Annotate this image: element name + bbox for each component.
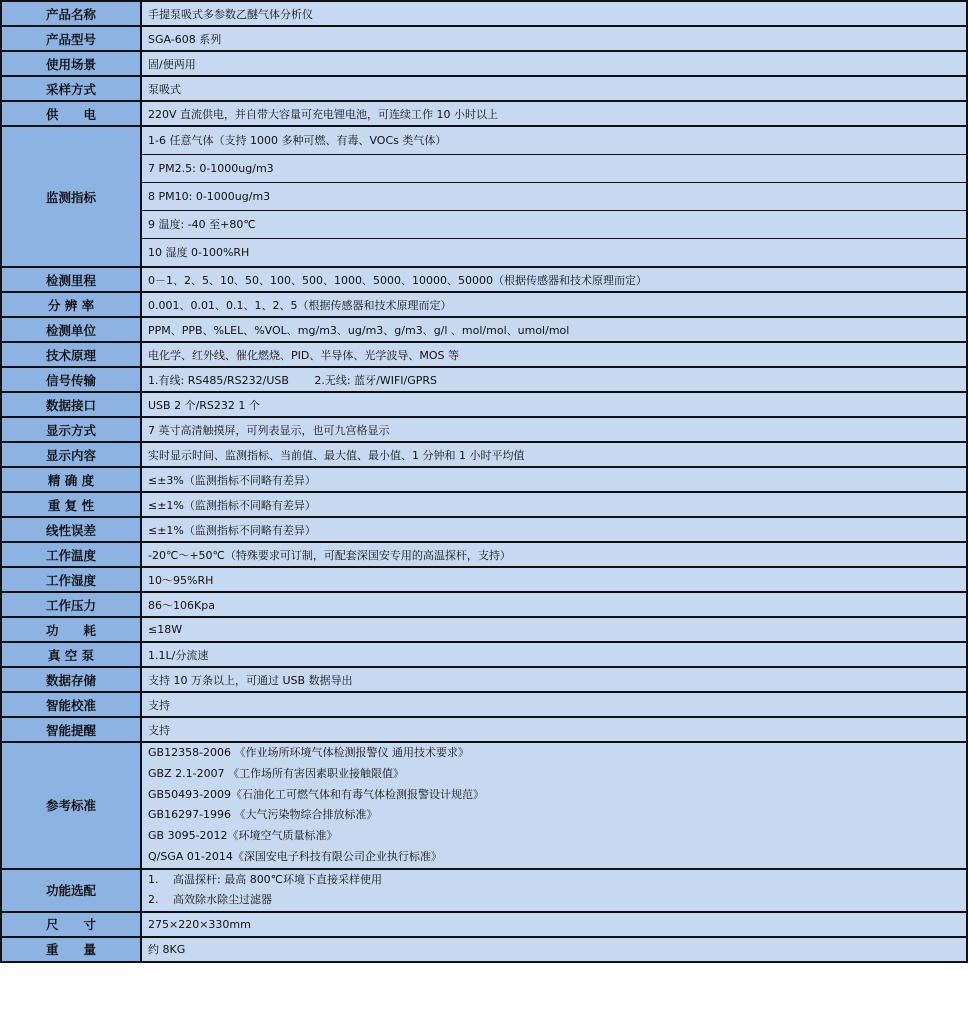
spec-label: 智能提醒 (1, 717, 141, 742)
spec-label: 供 电 (1, 101, 141, 126)
spec-value: 手提泵吸式多参数乙醚气体分析仪 (141, 1, 967, 26)
spec-value: 支持 (141, 717, 967, 742)
spec-value: 固/便两用 (141, 51, 967, 76)
spec-row (1, 101, 967, 126)
spec-label: 显示方式 (1, 417, 141, 442)
spec-row (1, 912, 967, 937)
spec-row (1, 692, 967, 717)
spec-label: 产品型号 (1, 26, 141, 51)
spec-label: 工作湿度 (1, 567, 141, 592)
spec-value: 1.有线: RS485/RS232/USB 2.无线: 蓝牙/WIFI/GPRS (141, 367, 967, 392)
spec-value: 泵吸式 (141, 76, 967, 101)
spec-row (1, 1, 967, 26)
spec-row (1, 392, 967, 417)
spec-label: 工作压力 (1, 592, 141, 617)
spec-row (1, 717, 967, 742)
spec-label: 技术原理 (1, 342, 141, 367)
spec-row (1, 517, 967, 542)
monitor-list (141, 126, 967, 267)
spec-value: 275×220×330mm (141, 912, 967, 937)
monitor-item: 8 PM10: 0-1000ug/m3 (142, 182, 966, 210)
spec-row (1, 617, 967, 642)
spec-row (1, 542, 967, 567)
spec-row (1, 317, 967, 342)
spec-value: 电化学、红外线、催化燃烧、PID、半导体、光学波导、MOS 等 (141, 342, 967, 367)
spec-label: 显示内容 (1, 442, 141, 467)
monitor-item: 10 湿度 0-100%RH (142, 238, 966, 266)
standards-item: GB 3095-2012《环境空气质量标准》 (148, 829, 338, 843)
spec-value: 0－1、2、5、10、50、100、500、1000、5000、10000、50000（根据传感器和技术原理而定） (141, 267, 967, 292)
spec-label: 监测指标 (1, 126, 141, 267)
spec-label: 检测单位 (1, 317, 141, 342)
spec-value: 7 英寸高清触摸屏，可列表显示，也可九宫格显示 (141, 417, 967, 442)
spec-value: ≤±1%（监测指标不同略有差异） (141, 517, 967, 542)
spec-row (1, 76, 967, 101)
monitor-row (1, 126, 967, 267)
spec-row (1, 592, 967, 617)
standards-item: GB16297-1996 《大气污染物综合排放标准》 (148, 808, 378, 822)
standards-item: GBZ 2.1-2007 《工作场所有害因素职业接触限值》 (148, 766, 405, 780)
spec-row (1, 51, 967, 76)
spec-value: ≤18W (141, 617, 967, 642)
monitor-item: 1-6 任意气体（支持 1000 多种可燃、有毒、VOCs 类气体） (148, 134, 447, 147)
spec-label: 数据存储 (1, 667, 141, 692)
spec-value: 支持 (141, 692, 967, 717)
spec-label: 尺 寸 (1, 912, 141, 937)
spec-label: 参考标准 (1, 742, 141, 869)
spec-row (1, 642, 967, 667)
spec-row (1, 292, 967, 317)
spec-value: 86～106Kpa (141, 592, 967, 617)
spec-value: PPM、PPB、%LEL、%VOL、mg/m3、ug/m3、g/m3、g/l 、mol/mol、umol/mol (141, 317, 967, 342)
spec-label: 重 量 (1, 937, 141, 962)
monitor-item: 9 温度: -40 至+80℃ (142, 210, 966, 238)
spec-label: 真 空 泵 (1, 642, 141, 667)
standards-item: Q/SGA 01-2014《深国安电子科技有限公司企业执行标准》 (148, 849, 442, 863)
spec-label: 线性误差 (1, 517, 141, 542)
spec-value: 0.001、0.01、0.1、1、2、5（根据传感器和技术原理而定） (141, 292, 967, 317)
monitor-item: 7 PM2.5: 0-1000ug/m3 (142, 154, 966, 182)
spec-label: 分 辨 率 (1, 292, 141, 317)
options-item: 1. 高温探杆: 最高 800℃环境下直接采样使用 (148, 872, 383, 886)
spec-value: SGA-608 系列 (141, 26, 967, 51)
spec-label: 重 复 性 (1, 492, 141, 517)
spec-label: 信号传输 (1, 367, 141, 392)
spec-value: 220V 直流供电，并自带大容量可充电锂电池，可连续工作 10 小时以上 (141, 101, 967, 126)
spec-value: 约 8KG (141, 937, 967, 962)
standards-item: GB50493-2009《石油化工可燃气体和有毒气体检测报警设计规范》 (148, 787, 485, 801)
spec-label: 功 耗 (1, 617, 141, 642)
spec-label: 检测里程 (1, 267, 141, 292)
spec-label: 采样方式 (1, 76, 141, 101)
spec-label: 智能校准 (1, 692, 141, 717)
spec-label: 产品名称 (1, 1, 141, 26)
spec-row (1, 667, 967, 692)
options-item: 2. 高效除水除尘过滤器 (148, 893, 272, 907)
options-list (141, 869, 967, 912)
spec-value: 10～95%RH (141, 567, 967, 592)
standards-list (141, 742, 967, 869)
standards-item: GB12358-2006 《作业场所环境气体检测报警仪 通用技术要求》 (148, 746, 470, 759)
spec-row (1, 342, 967, 367)
spec-row (1, 492, 967, 517)
spec-row (1, 442, 967, 467)
spec-value: ≤±1%（监测指标不同略有差异） (141, 492, 967, 517)
spec-value: USB 2 个/RS232 1 个 (141, 392, 967, 417)
spec-label: 功能选配 (1, 869, 141, 912)
spec-label: 工作温度 (1, 542, 141, 567)
spec-label: 精 确 度 (1, 467, 141, 492)
standards-row (1, 742, 967, 869)
spec-value: ≤±3%（监测指标不同略有差异） (141, 467, 967, 492)
spec-value: 实时显示时间、监测指标、当前值、最大值、最小值、1 分钟和 1 小时平均值 (141, 442, 967, 467)
options-row (1, 869, 967, 912)
spec-row (1, 467, 967, 492)
spec-row (1, 567, 967, 592)
spec-row (1, 937, 967, 962)
spec-row (1, 417, 967, 442)
spec-value: 支持 10 万条以上，可通过 USB 数据导出 (141, 667, 967, 692)
spec-value: 1.1L/分流速 (141, 642, 967, 667)
spec-row (1, 26, 967, 51)
spec-row (1, 267, 967, 292)
spec-label: 使用场景 (1, 51, 141, 76)
spec-row (1, 367, 967, 392)
spec-label: 数据接口 (1, 392, 141, 417)
spec-value: -20℃～+50℃（特殊要求可订制，可配套深国安专用的高温探杆，支持） (141, 542, 967, 567)
